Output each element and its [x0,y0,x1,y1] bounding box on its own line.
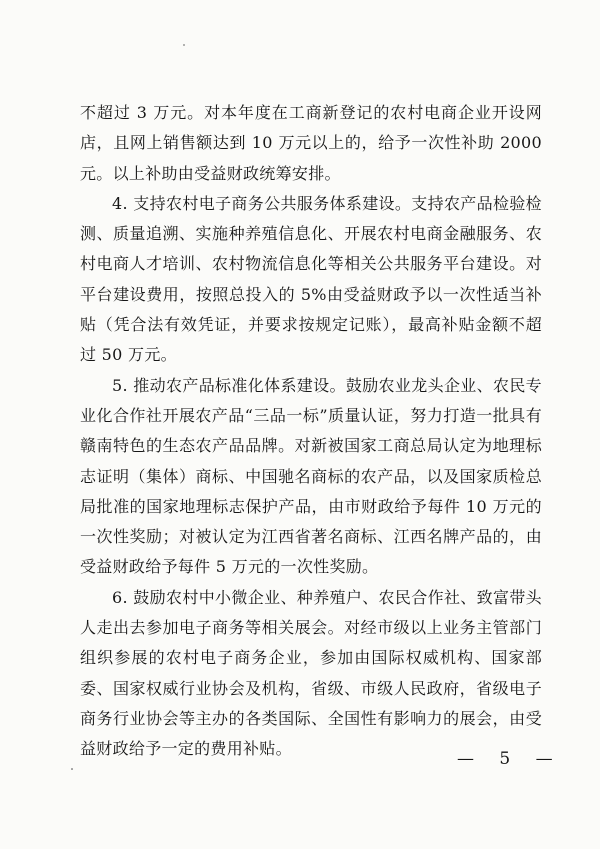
document-body [80,98,542,765]
scan-speck [71,768,73,770]
paragraph-item-4: 4. 支持农村电子商务公共服务体系建设。支持农产品检验检测、质量追溯、实施种养殖信息化、开展农村电商金融服务、农村电商人才培训、农村物流信息化等相关公共服务平台建设。对平台建设费用，按照总投入的 5%由受益财政予以一次性适当补贴（凭合法有效凭证，并要求按规定记账），最高补贴金额不超过 50 万元。 [80,193,542,365]
scan-speck [183,44,185,46]
paragraph-item-6: 6. 鼓励农村中小微企业、种养殖户、农民合作社、致富带头人走出去参加电子商务等相关展会。对经市级以上业务主管部门组织参展的农村电子商务企业，参加由国际权威机构、国家部委、国家权威行业协会及机构，省级、市级人民政府，省级电子商务行业协会等主办的各类国际、全国性有影响力的展会，由受益财政给予一定的费用补贴。 [80,587,542,759]
page-number: — 5 — [457,749,563,769]
paragraph-item-5: 5. 推动农产品标准化体系建设。鼓励农业龙头企业、农民专业化合作社开展农产品“三品一标”质量认证，努力打造一批具有赣南特色的生态农产品品牌。对新被国家工商总局认定为地理标志证明（集体）商标、中国驰名商标的农产品，以及国家质检总局批准的国家地理标志保护产品，由市财政给予每件 10 万元的一次性奖励；对被认定为江西省著名商标、江西名牌产品的，由受益财政给予每件 5 万元的一次性奖励。 [80,375,542,577]
paragraph-continuation: 不超过 3 万元。对本年度在工商新登记的农村电商企业开设网店，且网上销售额达到 10 万元以上的，给予一次性补助 2000 元。以上补助由受益财政统筹安排。 [80,103,542,183]
